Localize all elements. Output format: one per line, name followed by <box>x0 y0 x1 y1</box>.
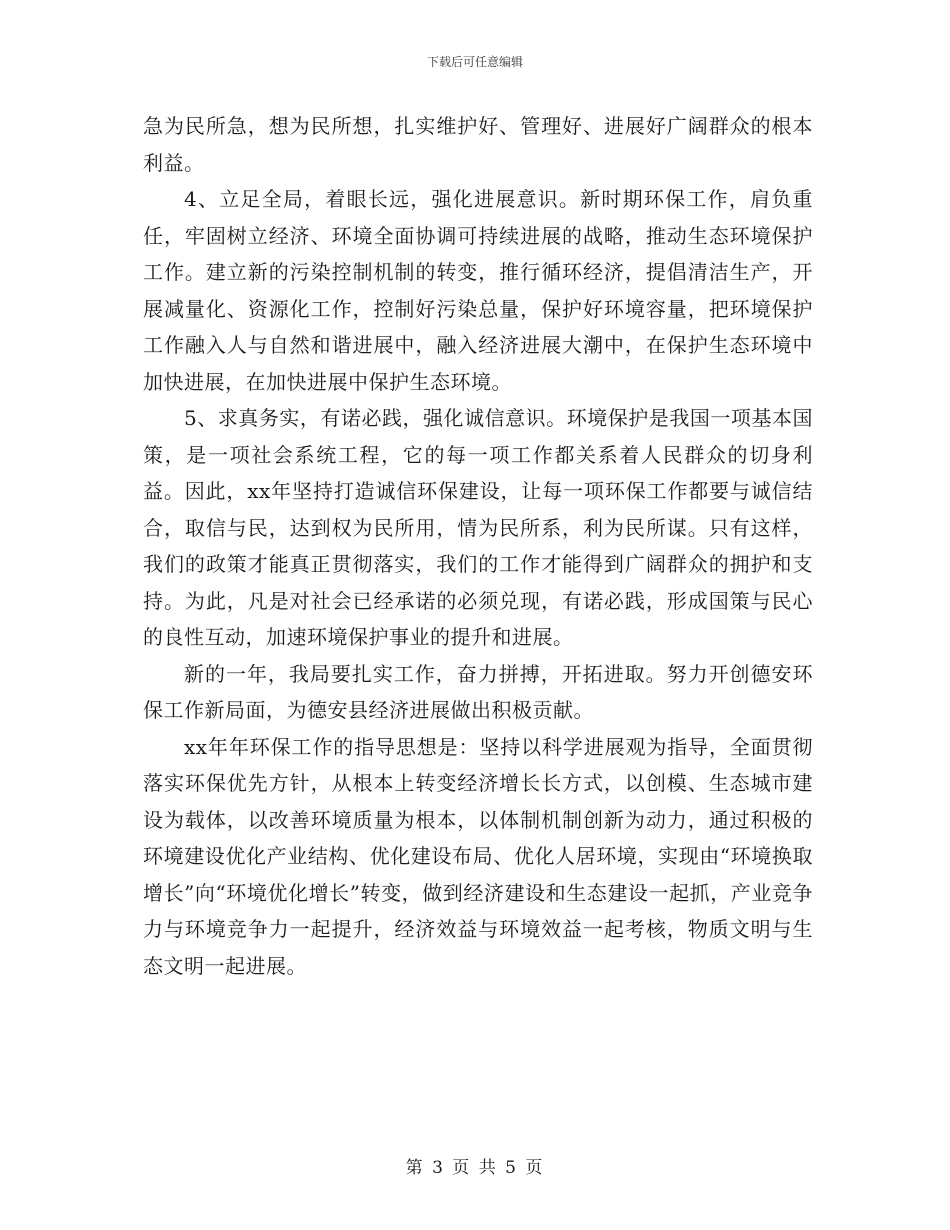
paragraph-guiding-thought: xx年年环保工作的指导思想是：坚持以科学进展观为指导，全面贯彻落实环保优先方针，从根本上转变经济增长长方式，以创模、生态城市建设为载体，以改善环境质量为根本，以体制机制创新为动力，通过积极的环境建设优化产业结构、优化建设布局、优化人居环境，实现由“环境换取增长”向“环境优化增长”转变，做到经济建设和生态建设一起抓，产业竞争力与环境竞争力一起提升，经济效益与环境效益一起考核，物质文明与生态文明一起进展。 <box>143 734 813 978</box>
paragraph-new-year: 新的一年，我局要扎实工作，奋力拼搏，开拓进取。努力开创德安环保工作新局面，为德安县经济进展做出积极贡献。 <box>143 661 813 722</box>
paragraph-item-5: 5、求真务实，有诺必践，强化诚信意识。环境保护是我国一项基本国策，是一项社会系统工程，它的每一项工作都关系着人民群众的切身利益。因此，xx年坚持打造诚信环保建设，让每一项环保工作都要与诚信结合，取信与民，达到权为民所用，情为民所系，利为民所谋。只有这样，我们的政策才能真正贯彻落实，我们的工作才能得到广阔群众的拥护和支持。为此，凡是对社会已经承诺的必须兑现，有诺必践，形成国策与民心的良性互动，加速环境保护事业的提升和进展。 <box>143 406 813 649</box>
page-number-footer: 第 3 页 共 5 页 <box>405 1158 545 1178</box>
document-body <box>143 108 813 984</box>
paragraph-item-4: 4、立足全局，着眼长远，强化进展意识。新时期环保工作，肩负重任，牢固树立经济、环境全面协调可持续进展的战略，推动生态环境保护工作。建立新的污染控制机制的转变，推行循环经济，提倡清洁生产，开展减量化、资源化工作，控制好污染总量，保护好环境容量，把环境保护工作融入人与自然和谐进展中，融入经济进展大潮中，在保护生态环境中加快进展，在加快进展中保护生态环境。 <box>143 187 813 394</box>
paragraph-continuation: 急为民所急，想为民所想，扎实维护好、管理好、进展好广阔群众的根本利益。 <box>143 114 813 175</box>
page-header: 下载后可任意编辑 <box>426 55 523 69</box>
